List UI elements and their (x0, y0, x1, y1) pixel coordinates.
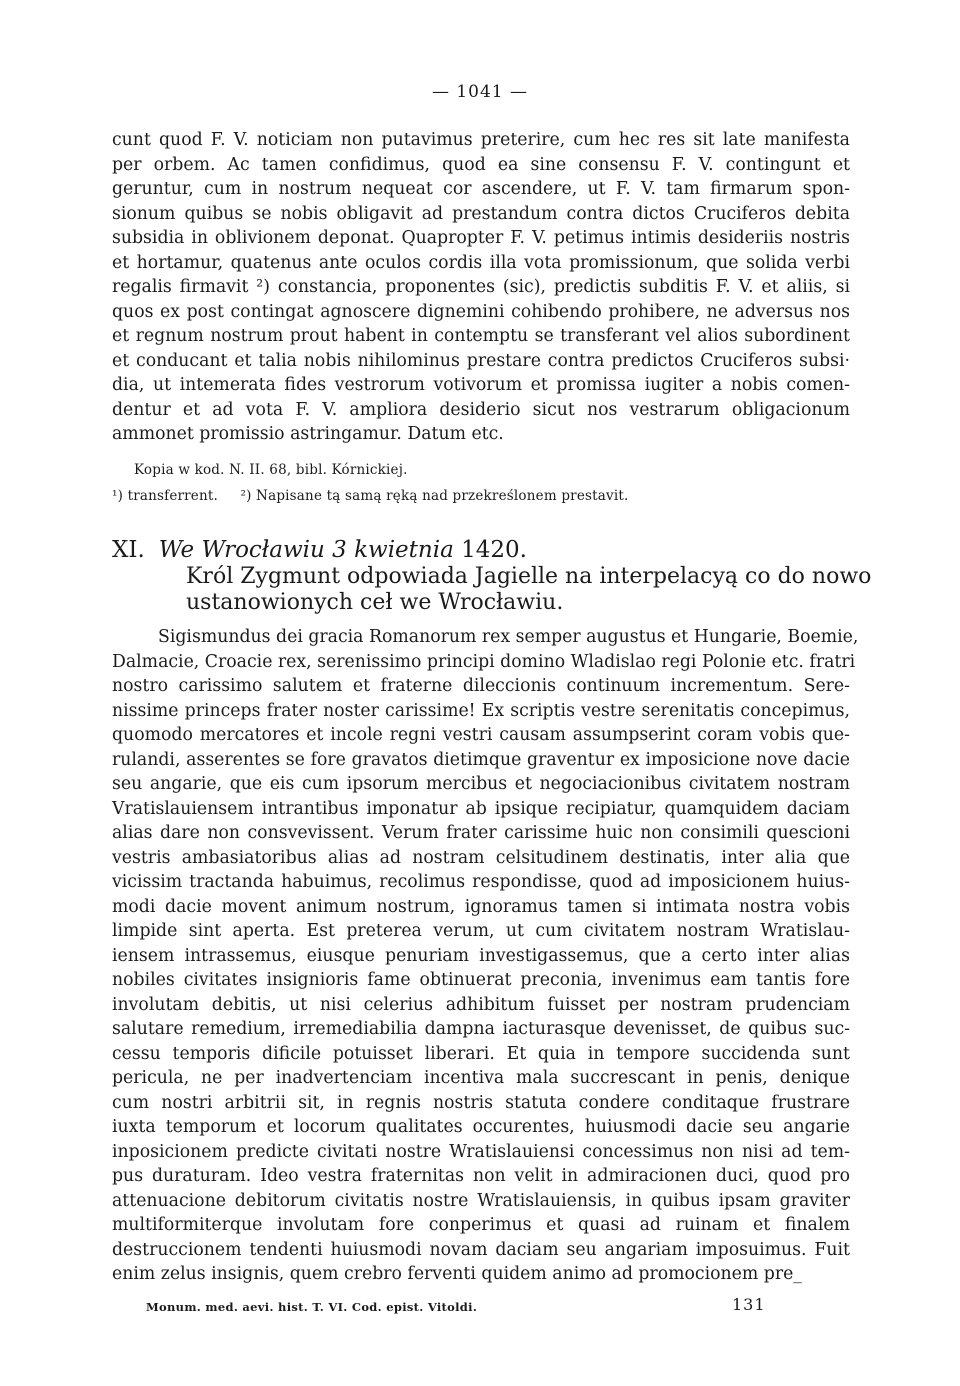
text-line: et conducant et talia nobis nihilominus prestare contra predictos Cruciferos subsi· (112, 350, 850, 371)
text-line: enim zelus insignis, quem crebro ferventi quidem animo ad promocionem pre_ (112, 1264, 802, 1284)
sheet-signature: 131 (732, 1295, 766, 1314)
page-number-header: — 1041 — (431, 82, 529, 102)
footnotes (112, 488, 628, 504)
text-line: quomodo mercatores et incole regni vestri causam assumpserint coram vobis que- (112, 725, 850, 745)
text-line: geruntur, cum in nostrum nequeat cor ascendere, ut F. V. tam firmarum spon- (112, 179, 850, 199)
text-line: ammonet promissio astringamur. Datum etc. (112, 424, 504, 444)
text-line: destruccionem tendenti huiusmodi novam daciam seu angariam imposuimus. Fuit (112, 1239, 850, 1260)
text-line: nobiles civitates insignioris fame obtinuerat preconia, invenimus eam tantis fore (112, 970, 850, 990)
text-line: alias dare non consvevissent. Verum frater carissime huic non consimili quescioni (112, 823, 850, 843)
text-line: nostro carissimo salutem et fraterne dileccionis continuum incrementum. Sere- (112, 676, 850, 696)
text-line: et hortamur, quatenus ante oculos cordis illa vota promissionum, que solida verbi (112, 252, 850, 273)
document-heading (112, 536, 872, 616)
text-line: dia, ut intemerata fides vestrorum votivorum et promissa iugiter a nobis comen- (112, 375, 850, 395)
text-line: modi dacie movent animum nostrum, ignoramus tamen si intimata nostra vobis (112, 896, 850, 917)
letter-text-main (112, 625, 859, 1287)
text-line: rulandi, asserentes se fore gravatos dietimque graventur ex imposicione nove dacie (112, 749, 850, 770)
text-line: cunt quod F. V. noticiam non putavimus preterire, cum hec res sit late manifesta (112, 130, 850, 150)
text-line: salutare remedium, irremediabilia dampna iacturasque devenisset, de quibus suc- (112, 1019, 850, 1039)
text-line: Sigismundus dei gracia Romanorum rex semper augustus et Hungarie, Boemie, (158, 627, 859, 647)
text-line: iensem intrassemus, eiusque penuriam investigassemus, que a certo inter alias (112, 945, 850, 966)
year: 1420. (461, 537, 527, 563)
text-line: multiformiterque involutam fore conperimus et quasi ad ruinam et finalem (112, 1215, 850, 1235)
text-line: cessu temporis dificile potuisset liberari. Et quia in tempore succidenda sunt (112, 1043, 850, 1064)
text-line: Vratislauiensem intrantibus imponatur ab ipsique recipiatur, quamquidem daciam (112, 798, 850, 819)
text-line: involutam debitis, ut nisi celerius adhibitum fuisset per nostram prudenciam (112, 994, 850, 1015)
text-line: pericula, ne per inadvertenciam incentiva mala succrescant in penis, denique (112, 1068, 850, 1088)
text-line: dentur et ad vota F. V. ampliora desiderio sicut nos vestrarum obligacionum (112, 399, 850, 420)
text-line: sionum quibus se nobis obligavit ad prestandum contra dictos Cruciferos debita (112, 203, 850, 224)
text-line: subsidia in oblivionem deponat. Quapropter F. V. petimus intimis desideriis nostris (112, 228, 850, 248)
letter-text-continued (112, 128, 850, 447)
text-line: attenuacione debitorum civitatis nostre Wratislauiensis, in quibus ipsam graviter (112, 1190, 850, 1211)
text-line: regalis firmavit ²) constancia, proponentes (sic), predictis subditis F. V. et aliis, si (112, 277, 850, 297)
text-line: per orbem. Ac tamen confidimus, quod ea sine consensu F. V. contingunt et (112, 154, 850, 175)
place-date: We Wrocławiu 3 kwietnia (158, 537, 454, 563)
text-line: inposicionem predicte civitati nostre Wratislauiensi concessimus non nisi ad tem- (112, 1141, 850, 1162)
text-line: Dalmacie, Croacie rex, serenissimo principi domino Wladislao regi Polonie etc. fratri (112, 651, 856, 672)
text-line: et regnum nostrum prout habent in contemptu se transferant vel alios subordinent (112, 326, 850, 346)
text-line: iuxta temporum et locorum qualitates occurentes, huiusmodi dacie seu angarie (112, 1117, 850, 1137)
text-line: cum nostri arbitrii sit, in regnis nostris statuta condere conditaque frustrare (112, 1092, 850, 1113)
text-line: pus duraturam. Ideo vestra fraternitas non velit in admiracionen duci, quod pro (112, 1166, 850, 1186)
text-line: vestris ambasiatoribus alias ad nostram celsitudinem destinatis, inter alia que (112, 847, 850, 868)
series-footer: Monum. med. aevi. hist. T. VI. Cod. epist. Vitoldi. (146, 1300, 478, 1314)
text-line: seu angarie, que eis cum ipsorum mercibus et negociacionibus civitatem nostram (112, 774, 850, 794)
source-note: Kopia w kod. N. II. 68, bibl. Kórnickiej. (134, 462, 408, 478)
footnote-2: ²) Napisane tą samą ręką nad przekreślonem prestavit. (240, 488, 629, 504)
heading-subtitle-line-2: ustanowionych ceł we Wrocławiu. (186, 590, 564, 615)
document-number: XI. (112, 537, 145, 563)
heading-title-line (112, 536, 872, 564)
heading-subtitle-line-1: Król Zygmunt odpowiada Jagielle na interpelacyą co do nowo (186, 564, 872, 589)
text-line: quos ex post contingat agnoscere dignemini cohibendo prohibere, ne adversus nos (112, 301, 850, 322)
text-line: nissime princeps frater noster carissime! Ex scriptis vestre serenitatis concepimus, (112, 700, 850, 721)
text-line: vicissim tractanda habuimus, recolimus respondisse, quod ad imposicionem huius- (112, 872, 850, 892)
text-line: limpide sint aperta. Est preterea verum, ut cum civitatem nostram Wratislau- (112, 921, 850, 941)
footnote-1: ¹) transferrent. (112, 488, 219, 504)
